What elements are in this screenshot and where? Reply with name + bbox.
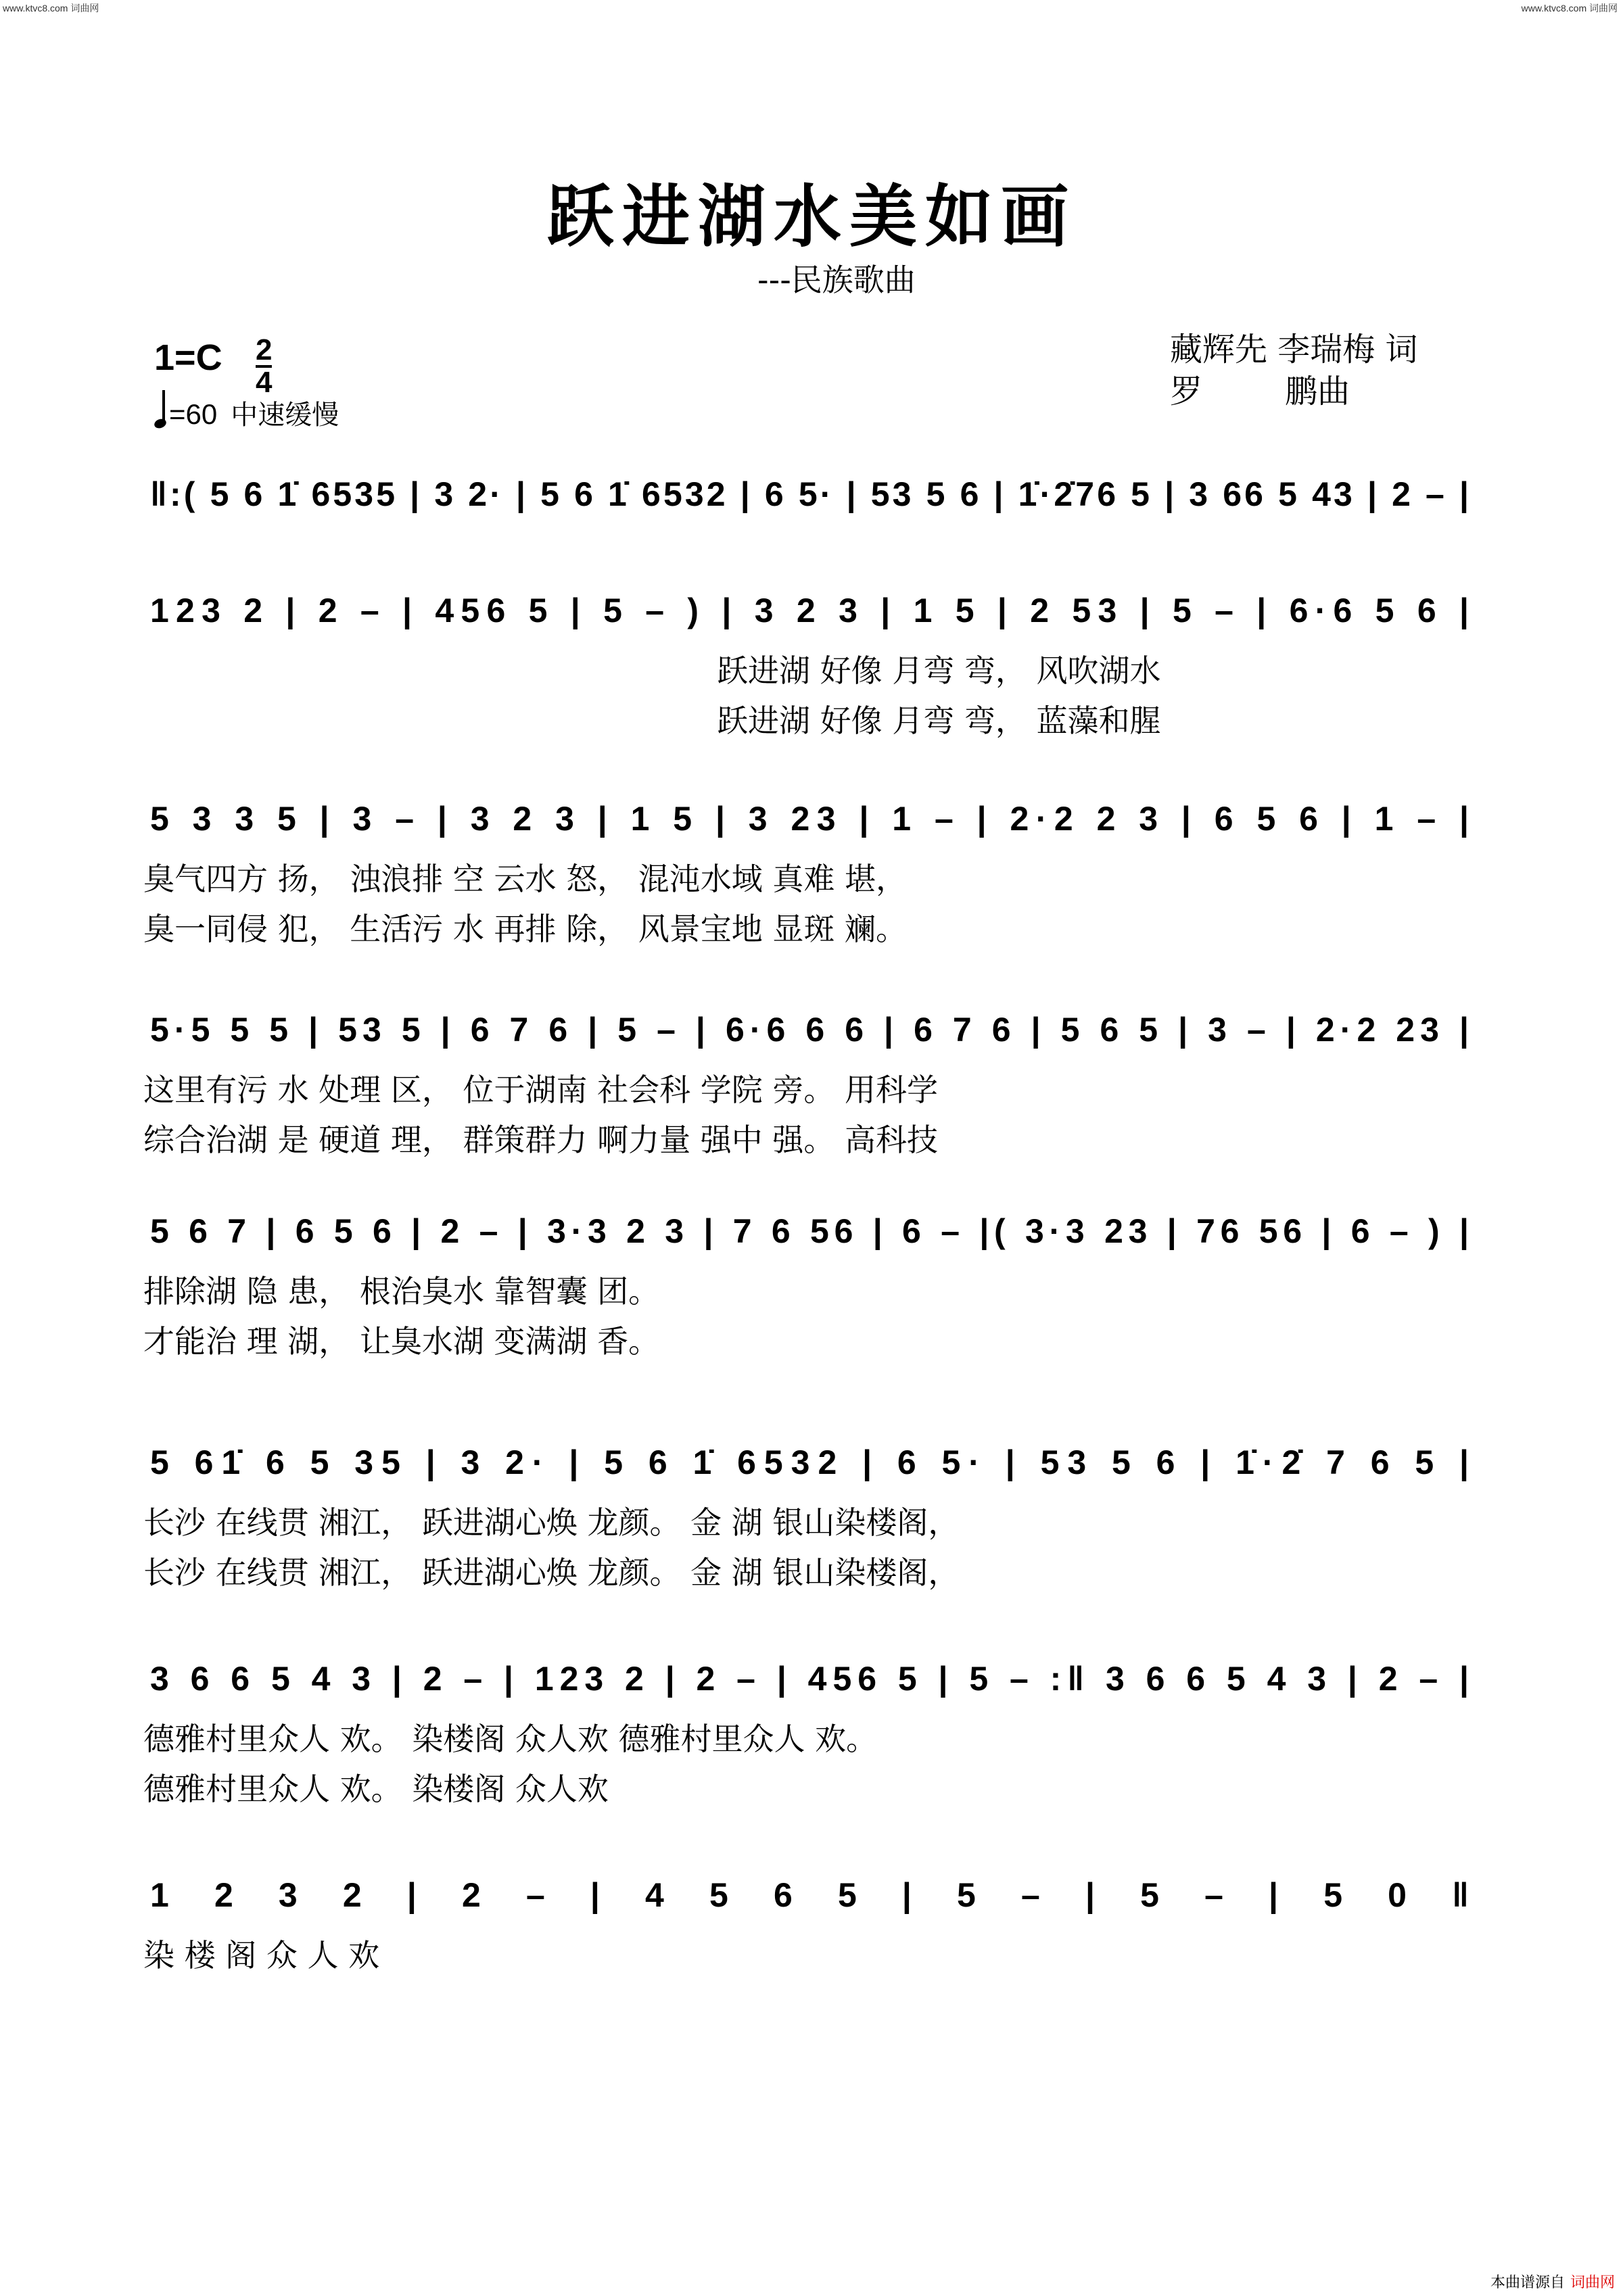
score-system	[143, 1876, 1469, 1974]
score-system	[143, 1443, 1469, 1591]
footer-right: 词曲网	[1570, 2274, 1615, 2291]
lyrics-verse-2: 德雅村里众人 欢。 染楼阁 众人欢	[143, 1771, 609, 1807]
footer-left: 本曲谱源自	[1490, 2274, 1565, 2291]
notation-line: 5 6 7 | 6 5 6 | 2 – | 3·3 2 3 | 7 6 56 | 6 – |( 3·3 23 | 76 56 | 6 – ) |	[150, 1212, 1469, 1250]
notation-line: 1 2 3 2 | 2 – | 4 5 6 5 | 5 – | 5 – | 5 0 ‖	[150, 1876, 1469, 1914]
lyrics-verse-1: 德雅村里众人 欢。 染楼阁 众人欢 德雅村里众人 欢。	[143, 1721, 878, 1757]
key-signature: 1=C	[154, 337, 222, 378]
lyrics-verse-1: 跃进湖 好像 月弯 弯， 风吹湖水	[717, 652, 1161, 689]
lyrics-verse-1: 长沙 在线贯 湘江， 跃进湖心焕 龙颜。 金 湖 银山染楼阁，	[143, 1504, 960, 1541]
lyrics-verse-1: 臭气四方 扬， 浊浪排 空 云水 怒， 混沌水域 真难 堪，	[143, 861, 907, 897]
tempo-value: =60	[169, 398, 218, 430]
score-system	[150, 592, 1469, 739]
lyrics-verse-1: 染 楼 阁 众 人 欢	[143, 1937, 380, 1974]
score-system	[143, 1660, 1469, 1807]
score-system	[143, 1011, 1469, 1158]
notation-line: 123 2 | 2 – | 456 5 | 5 – ) | 3 2 3 | 1 5 | 2 53 | 5 – | 6·6 5 6 |	[150, 592, 1469, 629]
notation-line: 5·5 5 5 | 53 5 | 6 7 6 | 5 – | 6·6 6 6 | 6 7 6 | 5 6 5 | 3 – | 2·2 23 |	[150, 1011, 1469, 1049]
lyrics-verse-2: 臭一同侵 犯， 生活污 水 再排 除， 风景宝地 显斑 斓。	[143, 911, 907, 947]
watermark-right: www.ktvc8.com 词曲网	[1521, 3, 1618, 14]
lyrics-verse-1: 这里有污 水 处理 区， 位于湖南 社会科 学院 旁。 用科学	[143, 1072, 938, 1108]
score-system	[143, 800, 1469, 947]
watermark-left: www.ktvc8.com 词曲网	[3, 3, 99, 14]
meter-top: 2	[256, 333, 273, 366]
lyrics-verse-1: 排除湖 隐 患， 根治臭水 靠智囊 团。	[143, 1273, 660, 1310]
lyrics-verse-2: 才能治 理 湖， 让臭水湖 变满湖 香。	[143, 1323, 660, 1360]
notation-line: 5 3 3 5 | 3 – | 3 2 3 | 1 5 | 3 23 | 1 – | 2·2 2 3 | 6 5 6 | 1 – |	[150, 800, 1469, 838]
notation-line: 3 6 6 5 4 3 | 2 – | 123 2 | 2 – | 456 5 | 5 – :‖ 3 6 6 5 4 3 | 2 – |	[150, 1660, 1469, 1698]
song-subtitle: ---民族歌曲	[757, 262, 916, 298]
lyricist-credit: 藏辉先 李瑞梅 词	[1170, 331, 1418, 368]
notation-line: 5 61̇ 6 5 35 | 3 2· | 5 6 1̇ 6532 | 6 5· | 53 5 6 | 1̇·2̇ 7 6 5 |	[150, 1443, 1469, 1481]
notation-line: ‖:( 5 6 1̇ 6535 | 3 2· | 5 6 1̇ 6532 | 6 5· | 53 5 6 | 1̇·2̇76 5 | 3 66 5 43 | 2 – |	[150, 475, 1469, 513]
footer-source	[1490, 2271, 1615, 2292]
composer-credit: 罗 鹏曲	[1170, 373, 1350, 410]
meter-bottom: 4	[256, 366, 273, 399]
lyrics-verse-2: 跃进湖 好像 月弯 弯， 蓝藻和腥	[717, 702, 1161, 739]
song-title: 跃进湖水美如画	[546, 176, 1077, 256]
lyrics-verse-2: 综合治湖 是 硬道 理， 群策群力 啊力量 强中 强。 高科技	[143, 1122, 938, 1158]
lyrics-verse-2: 长沙 在线贯 湘江， 跃进湖心焕 龙颜。 金 湖 银山染楼阁，	[143, 1554, 960, 1591]
score-system	[150, 475, 1469, 515]
tempo-description: 中速缓慢	[231, 400, 339, 431]
score-system	[143, 1212, 1469, 1360]
